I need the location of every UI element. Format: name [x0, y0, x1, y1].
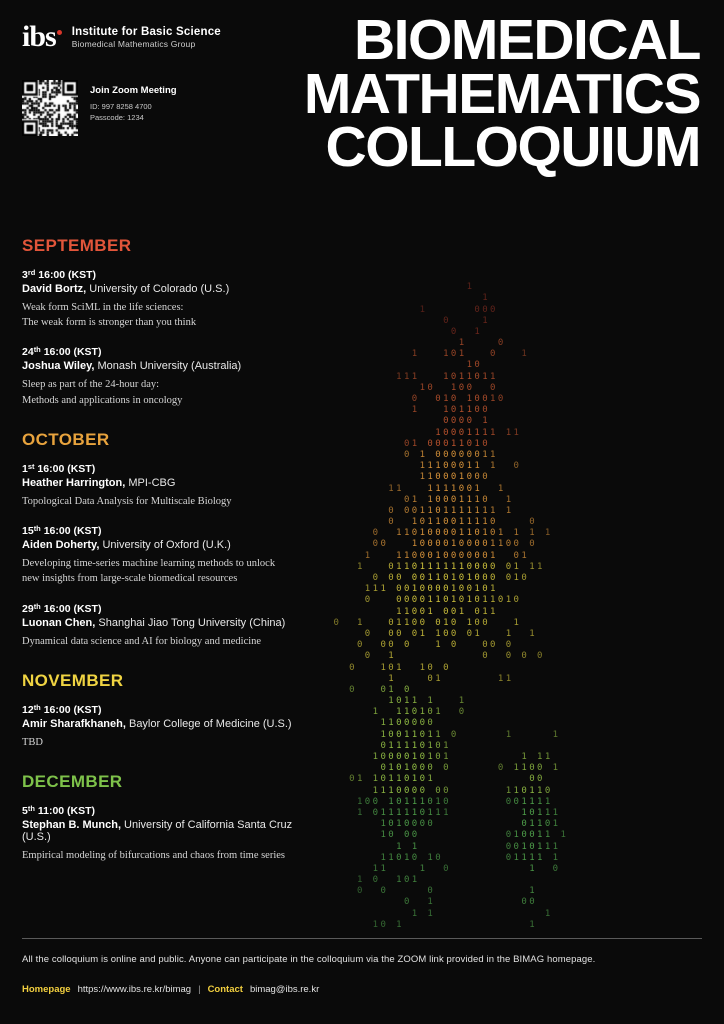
schedule-entry	[22, 525, 322, 586]
zoom-title: Join Zoom Meeting	[90, 85, 177, 96]
entry-date	[22, 463, 322, 475]
entry-day: 12	[22, 703, 34, 716]
binary-row: 0 1 00000011	[403, 449, 498, 460]
binary-row: 0 1	[443, 315, 491, 326]
entry-day-suffix: th	[33, 345, 41, 355]
entry-date	[22, 346, 322, 358]
binary-row: 0101000 0 0 1100 1	[380, 763, 561, 774]
entry-speaker-line	[22, 283, 322, 295]
binary-row: 1 000	[419, 304, 498, 315]
month-group	[22, 772, 322, 863]
entry-day-suffix: th	[33, 524, 41, 534]
month-group	[22, 236, 322, 408]
entry-speaker-line	[22, 539, 322, 551]
entry-topic: Developing time-series machine learning methods to unlock new insights from large-scale biomedical resources	[22, 558, 276, 585]
binary-row: 0 1 01100 010 100 1	[333, 617, 522, 628]
binary-row: 011110101	[380, 740, 451, 751]
entry-time: 16:00 (KST)	[40, 602, 102, 615]
entry-time: 16:00 (KST)	[34, 462, 96, 475]
entry-time: 16:00 (KST)	[40, 703, 102, 716]
month-heading: SEPTEMBER	[22, 236, 132, 255]
entry-speaker-line	[22, 718, 322, 730]
binary-row: 01 00011010	[403, 438, 491, 449]
entry-topic: Empirical modeling of bifurcations and chaos from time series	[22, 849, 286, 861]
entry-time: 16:00 (KST)	[40, 525, 102, 538]
homepage-link[interactable]: https://www.ibs.re.kr/bimag	[77, 984, 192, 995]
group-name: Biomedical Mathematics Group	[71, 38, 196, 49]
binary-row: 1010000 01101	[380, 819, 561, 830]
schedule-entry	[22, 603, 322, 649]
binary-row: 10	[466, 360, 483, 371]
footer-separator: |	[198, 984, 201, 995]
entry-speaker-line	[22, 819, 322, 843]
binary-row: 111 0010000100101	[364, 584, 498, 595]
binary-row: 0 00 01 100 01 1 1	[364, 628, 538, 639]
month-heading: DECEMBER	[22, 771, 123, 791]
entry-affiliation: University of California Santa Cruz (U.S.)	[22, 818, 293, 843]
binary-row: 1 01 11	[388, 673, 514, 684]
binary-row: 0 0000110101011010	[364, 595, 522, 606]
entry-day-suffix: th	[33, 702, 41, 712]
entry-topic: TBD	[22, 736, 43, 748]
entry-day: 15	[22, 525, 34, 538]
entry-day: 3	[22, 269, 28, 281]
entry-date	[22, 525, 322, 537]
binary-row: 10 100 0	[419, 382, 498, 393]
binary-row: 1011 1 1	[388, 696, 467, 707]
entry-affiliation: Monash University (Australia)	[94, 360, 242, 373]
ibs-wordmark	[22, 22, 64, 52]
month-heading: OCTOBER	[22, 429, 110, 449]
binary-code-background	[310, 215, 724, 935]
poster-header	[0, 0, 724, 210]
colloquium-schedule	[22, 236, 322, 885]
title-line-3: COLLOQUIUM	[325, 115, 700, 180]
binary-row: 0000 1	[443, 416, 491, 427]
zoom-info	[90, 80, 177, 136]
footer-links	[22, 984, 319, 995]
entry-topic: Dynamical data science and AI for biology and medicine	[22, 635, 262, 647]
month-heading: NOVEMBER	[22, 670, 124, 690]
binary-row: 1 101 0 1	[411, 349, 530, 360]
binary-row: 110001000	[419, 472, 491, 483]
binary-row: 10011011 0 1 1	[380, 729, 561, 740]
entry-speaker-name: Aiden Doherty,	[22, 539, 100, 552]
binary-row: 11 1 0 1 0	[372, 863, 561, 874]
binary-row: 1 0	[458, 338, 506, 349]
zoom-meeting-block	[22, 80, 177, 136]
entry-speaker-name: Luonan Chen,	[22, 616, 96, 629]
entry-speaker-line	[22, 617, 322, 629]
entry-date	[22, 603, 322, 615]
binary-row: 11010 10 01111 1	[380, 852, 561, 863]
binary-row	[310, 260, 724, 271]
institute-name: Institute for Basic Science	[71, 25, 221, 38]
binary-row: 0 01 0	[349, 684, 412, 695]
entry-day-suffix: st	[27, 461, 35, 471]
entry-speaker-line	[22, 477, 322, 489]
binary-row: 0 00 0 1 0 00 0	[356, 640, 514, 651]
entry-day-suffix: rd	[27, 268, 36, 277]
binary-row: 1	[466, 282, 475, 293]
binary-row: 1100000	[380, 718, 436, 729]
zoom-meeting-id: ID: 997 8258 4700	[90, 102, 152, 111]
binary-row	[310, 271, 724, 282]
binary-row: 0 11010000110101 1 1 1	[372, 528, 553, 539]
binary-row: 01 10110101 00	[349, 774, 545, 785]
entry-day: 5	[22, 804, 28, 817]
homepage-label: Homepage	[22, 984, 71, 995]
binary-row: 1 1 0010111	[396, 841, 561, 852]
entry-topic: Topological Data Analysis for Multiscale Biology	[22, 495, 232, 507]
entry-day: 29	[22, 602, 34, 615]
binary-row: 1000010101 1 11	[372, 752, 553, 762]
entry-affiliation: Shanghai Jiao Tong University (China)	[95, 616, 286, 629]
entry-speaker-line	[22, 360, 322, 372]
binary-row: 0 1	[450, 326, 483, 337]
binary-row: 00 10000100001100 0	[372, 539, 538, 550]
page-title	[280, 8, 700, 180]
binary-row: 111 1011011	[396, 371, 498, 382]
binary-row: 10 00 010011 1	[380, 830, 569, 841]
ibs-dot-icon	[57, 30, 62, 35]
schedule-entry	[22, 346, 322, 407]
binary-row: 1 1100010000001 01	[364, 550, 530, 561]
binary-row: 0 101 10 0	[349, 662, 451, 673]
binary-row: 0 00 00110101000 010	[372, 573, 530, 583]
schedule-entry	[22, 269, 322, 330]
entry-time: 16:00 (KST)	[35, 269, 97, 281]
contact-label: Contact	[207, 984, 243, 995]
entry-day-suffix: th	[33, 601, 41, 611]
entry-time: 11:00 (KST)	[34, 804, 96, 817]
contact-email-link[interactable]: bimag@ibs.re.kr	[249, 984, 320, 995]
entry-speaker-name: Heather Harrington,	[22, 476, 126, 489]
entry-affiliation: Baylor College of Medicine (U.S.)	[125, 717, 292, 730]
binary-row: 1 0 101	[356, 875, 420, 886]
month-group	[22, 671, 322, 750]
binary-row: 100 10111010 001111	[356, 796, 553, 807]
binary-row: 1	[482, 293, 491, 304]
entry-day: 24	[22, 346, 34, 359]
binary-row: 1 01101111110000 01 11	[356, 561, 545, 572]
entry-speaker-name: Joshua Wiley,	[22, 360, 95, 373]
entry-topic: Sleep as part of the 24-hour day: Methods and applications in oncology	[22, 379, 183, 406]
binary-row: 1110000 00 110110	[372, 785, 553, 796]
qr-code-icon[interactable]	[22, 80, 78, 136]
binary-row: 10001111 11	[435, 427, 522, 438]
binary-row	[310, 226, 724, 237]
entry-affiliation: MPI-CBG	[125, 476, 176, 489]
poster-footer	[0, 938, 724, 1024]
binary-row: 0 001101111111 1	[388, 505, 514, 516]
entry-time: 16:00 (KST)	[40, 346, 102, 359]
entry-speaker-name: Amir Sharafkhaneh,	[22, 717, 126, 730]
binary-row: 01 10001110 1	[403, 494, 514, 505]
binary-row: 1 101100	[411, 405, 491, 416]
binary-row: 1 0111110111 10111	[356, 807, 561, 818]
binary-row: 0 010 10010	[411, 394, 506, 404]
entry-affiliation: University of Colorado (U.S.)	[86, 283, 230, 295]
binary-row: 0 1 0 0 0 0	[364, 651, 545, 662]
entry-affiliation: University of Oxford (U.K.)	[99, 539, 231, 552]
entry-speaker-name: David Bortz,	[22, 283, 87, 295]
schedule-entry	[22, 463, 322, 509]
entry-speaker-name: Stephan B. Munch,	[22, 818, 121, 831]
ibs-mark-text: ibs	[22, 20, 56, 53]
binary-row: 0 0 0 1	[356, 886, 538, 897]
title-line-1: BIOMEDICAL	[354, 8, 700, 72]
entry-date	[22, 805, 322, 817]
binary-row	[310, 237, 724, 248]
binary-row	[310, 215, 724, 226]
entry-topic: Weak form SciML in the life sciences: The weak form is stronger than you think	[22, 302, 197, 329]
binary-row: 11001 001 011	[396, 606, 498, 617]
title-line-2: MATHEMATICS	[303, 61, 700, 126]
month-group	[22, 430, 322, 649]
entry-day-suffix: th	[27, 803, 35, 813]
zoom-passcode: Passcode: 1234	[90, 113, 144, 123]
binary-row: 1 110101 0	[372, 707, 467, 718]
binary-row: 11 1111001 1	[388, 483, 506, 494]
entry-date	[22, 704, 322, 716]
binary-row: 10 1 1	[372, 919, 538, 930]
binary-row: 0 10110011110 0	[388, 517, 538, 528]
entry-date	[22, 269, 322, 281]
schedule-entry	[22, 704, 322, 750]
logo-text-block	[72, 25, 221, 50]
schedule-entry	[22, 805, 322, 863]
footer-divider	[22, 938, 702, 939]
binary-row: 11100011 1 0	[419, 461, 522, 472]
entry-day: 1	[22, 462, 28, 475]
binary-row: 0 1 00	[403, 897, 538, 908]
binary-row: 1 1 1	[411, 908, 553, 919]
footer-note: All the colloquium is online and public. Anyone can participate in the colloquium via the ZOOM link provided in the BIMAG homepage.	[22, 954, 596, 965]
ibs-logo	[22, 22, 221, 52]
binary-row	[310, 249, 724, 260]
